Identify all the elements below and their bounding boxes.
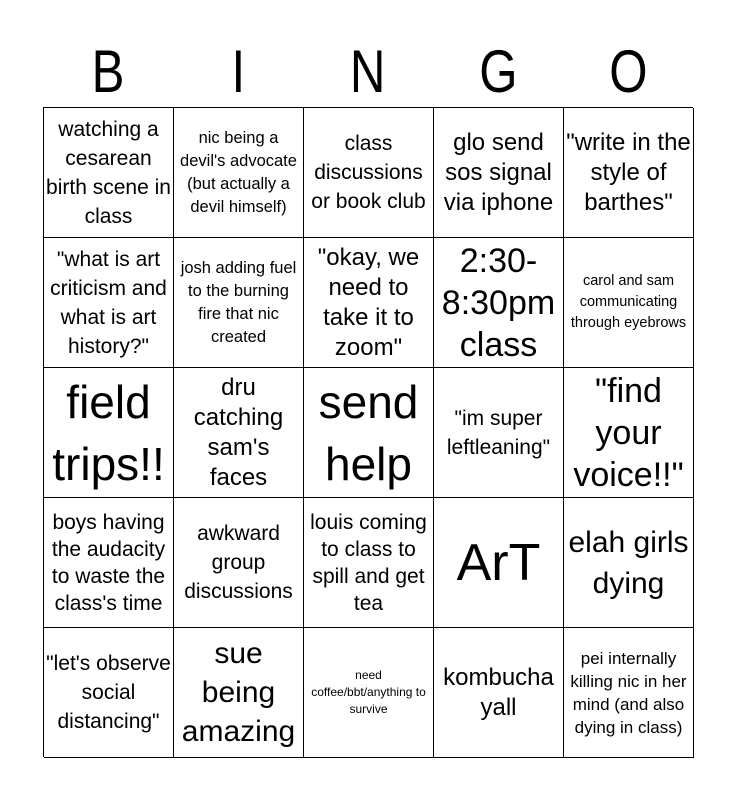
cell-text: sue being amazing	[181, 637, 296, 748]
cell-text: awkward group discussions	[184, 522, 293, 603]
cell-text: dru catching sam's faces	[193, 373, 284, 491]
header-letter-o: O	[608, 38, 648, 105]
bingo-cell-r1-c1[interactable]	[174, 238, 304, 368]
cell-text: "let's observe social distancing"	[46, 652, 171, 733]
cell-text: ArT	[456, 533, 541, 592]
bingo-cell-r0-c2[interactable]	[304, 108, 434, 238]
bingo-cell-r3-c2[interactable]	[304, 498, 434, 628]
bingo-cell-r4-c0[interactable]	[44, 628, 174, 758]
cell-text: 2:30-8:30pm class	[441, 241, 556, 364]
header-letter-g: G	[478, 38, 518, 105]
bingo-cell-r0-c0[interactable]	[44, 108, 174, 238]
cell-text: carol and sam communicating through eyebrows	[570, 273, 687, 331]
cell-text: watching a cesarean birth scene in class	[46, 117, 171, 228]
cell-text: pei internally killing nic in her mind (and also dying in class)	[570, 648, 687, 737]
header-letter-n: N	[350, 38, 386, 105]
bingo-cell-r0-c4[interactable]	[564, 108, 694, 238]
header-letter-i: I	[231, 38, 245, 105]
bingo-cell-r1-c4[interactable]	[564, 238, 694, 368]
bingo-cell-r4-c3[interactable]	[434, 628, 564, 758]
bingo-cell-r1-c2[interactable]	[304, 238, 434, 368]
bingo-header	[43, 40, 693, 104]
bingo-cell-r0-c3[interactable]	[434, 108, 564, 238]
bingo-cell-r3-c0[interactable]	[44, 498, 174, 628]
bingo-cell-r3-c4[interactable]	[564, 498, 694, 628]
header-letter-b: B	[91, 38, 125, 105]
bingo-cell-r2-c4[interactable]	[564, 368, 694, 498]
bingo-cell-r4-c2[interactable]	[304, 628, 434, 758]
cell-text: glo send sos signal via iphone	[443, 128, 554, 216]
bingo-cell-r0-c1[interactable]	[174, 108, 304, 238]
cell-text: louis coming to class to spill and get tea	[310, 510, 427, 615]
bingo-cell-r2-c3[interactable]	[434, 368, 564, 498]
cell-text: "write in the style of barthes"	[566, 128, 691, 216]
cell-text: kombucha yall	[443, 663, 554, 721]
bingo-cell-r4-c4[interactable]	[564, 628, 694, 758]
cell-text: nic being a devil's advocate (but actually a devil himself)	[180, 128, 297, 216]
bingo-cell-r2-c0[interactable]	[44, 368, 174, 498]
cell-text: "what is art criticism and what is art history?"	[50, 247, 167, 358]
bingo-cell-r3-c3[interactable]	[434, 498, 564, 628]
bingo-board	[43, 107, 693, 757]
bingo-cell-r4-c1[interactable]	[174, 628, 304, 758]
bingo-cell-r1-c3[interactable]	[434, 238, 564, 368]
bingo-cell-r2-c2[interactable]	[304, 368, 434, 498]
cell-text: boys having the audacity to waste the class's time	[51, 510, 166, 615]
cell-text: "im super leftleaning"	[446, 406, 551, 459]
cell-text: "find your voice!!"	[573, 371, 684, 494]
bingo-cell-r3-c1[interactable]	[174, 498, 304, 628]
cell-text: elah girls dying	[568, 525, 689, 600]
cell-text: field trips!!	[52, 375, 165, 490]
cell-text: class discussions or book club	[311, 132, 426, 213]
cell-text: "okay, we need to take it to zoom"	[317, 243, 420, 361]
cell-text: josh adding fuel to the burning fire that nic created	[180, 258, 297, 346]
cell-text: need coffee/bbt/anything to survive	[311, 668, 426, 716]
bingo-cell-r2-c1[interactable]	[174, 368, 304, 498]
cell-text: send help	[318, 375, 419, 490]
bingo-cell-r1-c0[interactable]	[44, 238, 174, 368]
